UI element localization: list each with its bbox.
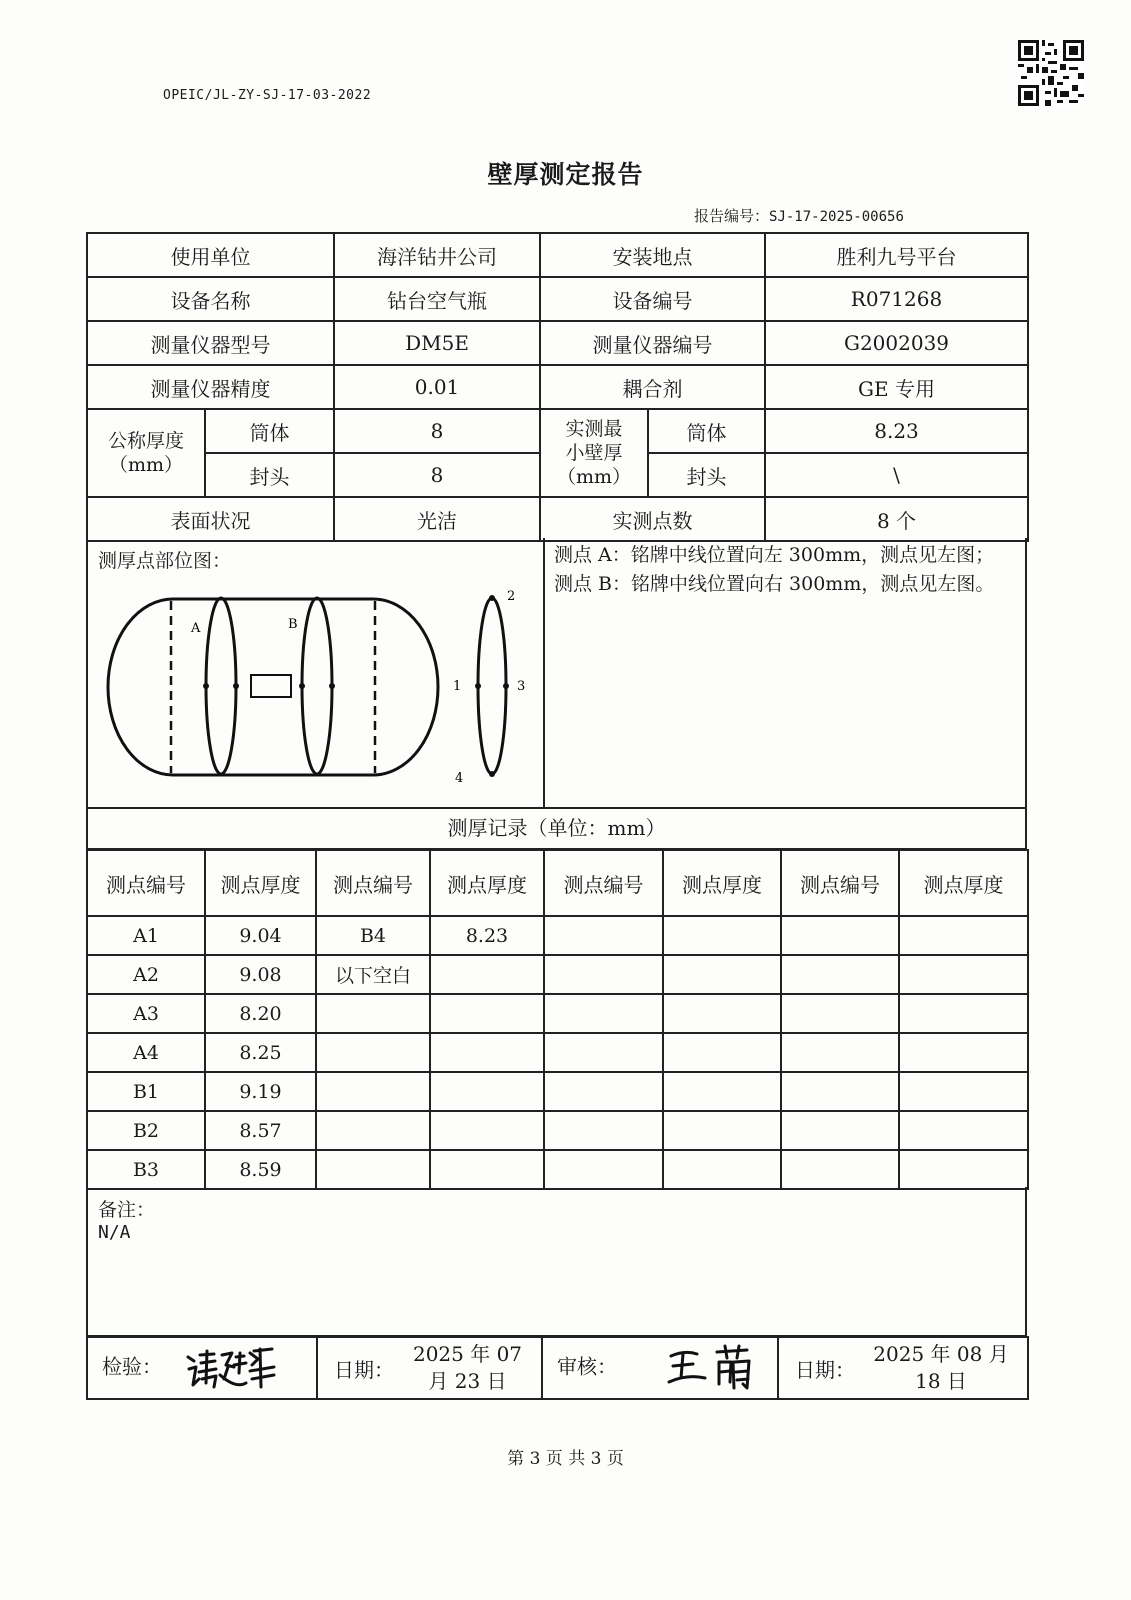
location-note-b: 测点 B：铭牌中线位置向右 300mm，测点见左图。: [554, 573, 995, 595]
table-cell: 8.20: [205, 994, 316, 1033]
min-shell-label: 筒体: [648, 409, 765, 453]
point-label-2: 2: [507, 589, 516, 604]
nominal-unit-text: （mm）: [108, 454, 184, 476]
location-diagram-label: 测厚点部位图：: [98, 550, 232, 572]
inspect-date-cell: [317, 1337, 542, 1399]
table-row: [87, 365, 1028, 409]
nominal-thickness-label: [87, 409, 205, 497]
record-header-cell: 测点厚度: [663, 850, 781, 916]
couplant-label: 耦合剂: [540, 365, 765, 409]
min-head-label: 封头: [648, 453, 765, 497]
signature-table: [86, 1336, 1029, 1400]
table-cell: B1: [87, 1072, 205, 1111]
table-cell: 9.19: [205, 1072, 316, 1111]
min-shell-value: 8.23: [765, 409, 1028, 453]
table-cell: 8.25: [205, 1033, 316, 1072]
table-cell: [781, 1033, 899, 1072]
record-header-cell: 测点编号: [781, 850, 899, 916]
nominal-label-text: 公称厚度: [107, 430, 184, 452]
remarks-label: 备注：: [98, 1199, 156, 1221]
table-cell: [544, 955, 663, 994]
measurement-location-section: [86, 538, 1027, 809]
table-cell: 8.59: [205, 1150, 316, 1189]
nominal-head-label: 封头: [205, 453, 334, 497]
section-point-left: [475, 683, 481, 689]
table-cell: A4: [87, 1033, 205, 1072]
equipment-name-label: 设备名称: [87, 277, 334, 321]
user-unit-value: 海洋钻井公司: [334, 233, 540, 277]
review-date-line-1: 2025 年 08 月: [873, 1342, 1009, 1366]
remarks-section: [86, 1187, 1027, 1337]
record-header-cell: 测点厚度: [205, 850, 316, 916]
record-header-cell: 测点厚度: [899, 850, 1028, 916]
table-cell: [781, 1111, 899, 1150]
table-cell: [899, 916, 1028, 955]
table-cell: [430, 1072, 544, 1111]
table-cell: [544, 1111, 663, 1150]
instrument-no-value: G2002039: [765, 321, 1028, 365]
table-cell: [899, 1072, 1028, 1111]
ring-a-point-left: [203, 683, 209, 689]
inspector-signature: [184, 1345, 279, 1391]
section-point-bottom: [489, 771, 495, 777]
table-row: [87, 233, 1028, 277]
table-cell: [663, 994, 781, 1033]
table-cell: 9.08: [205, 955, 316, 994]
table-cell: [899, 955, 1028, 994]
table-cell: A1: [87, 916, 205, 955]
inspect-date-label: 日期：: [334, 1357, 394, 1382]
report-title: 壁厚测定报告: [487, 160, 644, 189]
table-row: [87, 1150, 1028, 1189]
table-cell: [316, 1150, 430, 1189]
table-cell: B2: [87, 1111, 205, 1150]
table-cell: [316, 1111, 430, 1150]
table-row: [87, 321, 1028, 365]
table-row: [87, 916, 1028, 955]
inspect-date-line-2: 月 23 日: [428, 1369, 507, 1393]
table-cell: [544, 1072, 663, 1111]
review-date-label: 日期：: [795, 1357, 855, 1382]
table-cell: [663, 916, 781, 955]
instrument-model-value: DM5E: [334, 321, 540, 365]
point-label-1: 1: [453, 679, 462, 694]
report-number-label: 报告编号：: [694, 207, 770, 225]
couplant-value: GE 专用: [765, 365, 1028, 409]
instrument-no-label: 测量仪器编号: [540, 321, 765, 365]
table-cell: A2: [87, 955, 205, 994]
qr-code-icon: [1018, 40, 1084, 106]
section-point-right: [503, 683, 509, 689]
nominal-shell-label: 筒体: [205, 409, 334, 453]
table-row: [87, 955, 1028, 994]
table-cell: [663, 1072, 781, 1111]
label-b: B: [288, 617, 298, 632]
table-cell: [544, 916, 663, 955]
table-cell: [781, 916, 899, 955]
table-cell: [430, 1033, 544, 1072]
points-label: 实测点数: [540, 497, 765, 541]
equipment-no-label: 设备编号: [540, 277, 765, 321]
record-header-cell: 测点编号: [544, 850, 663, 916]
record-header-cell: 测点厚度: [430, 850, 544, 916]
record-title: 测厚记录（单位：mm）: [86, 808, 1027, 850]
min-thickness-label: [540, 409, 648, 497]
equipment-name-value: 钻台空气瓶: [334, 277, 540, 321]
table-row: [87, 1111, 1028, 1150]
ring-a: [206, 598, 236, 774]
nominal-head-value: 8: [334, 453, 540, 497]
location-note-a: 测点 A：铭牌中线位置向左 300mm，测点见左图；: [554, 544, 995, 566]
review-date-cell: [778, 1337, 1028, 1399]
table-cell: 9.04: [205, 916, 316, 955]
record-header-cell: 测点编号: [87, 850, 205, 916]
min-label-line-2: 小壁厚: [565, 442, 623, 464]
table-cell: [781, 1072, 899, 1111]
table-row: [87, 1337, 1028, 1399]
location-value: 胜利九号平台: [765, 233, 1028, 277]
table-cell: [430, 994, 544, 1033]
reviewer-signature: [667, 1344, 767, 1392]
table-cell: [316, 994, 430, 1033]
table-row: [87, 497, 1028, 541]
surface-value: 光洁: [334, 497, 540, 541]
report-number-value: SJ-17-2025-00656: [769, 209, 904, 225]
equipment-no-value: R071268: [765, 277, 1028, 321]
table-cell: [899, 994, 1028, 1033]
remarks-value: N/A: [98, 1222, 131, 1243]
table-cell: [316, 1072, 430, 1111]
inspector-cell: [87, 1337, 317, 1399]
table-cell: [899, 1150, 1028, 1189]
location-diagram-panel: [88, 538, 545, 807]
section-point-top: [489, 595, 495, 601]
inspect-date-line-1: 2025 年 07: [412, 1342, 523, 1366]
reviewer-label: 审核：: [557, 1354, 617, 1379]
table-cell: [663, 955, 781, 994]
point-label-4: 4: [455, 771, 464, 786]
table-cell: [316, 1033, 430, 1072]
ring-a-point-right: [233, 683, 239, 689]
report-number: [694, 205, 904, 226]
record-header-row: [87, 850, 1028, 916]
table-cell: A3: [87, 994, 205, 1033]
review-date-line-2: 18 日: [915, 1369, 967, 1393]
table-cell: [430, 1150, 544, 1189]
nominal-shell-value: 8: [334, 409, 540, 453]
table-cell: [781, 1150, 899, 1189]
record-body: [87, 916, 1028, 1189]
ring-b: [302, 598, 332, 774]
min-head-value: \: [765, 453, 1028, 497]
table-row: [87, 1072, 1028, 1111]
table-cell: [899, 1033, 1028, 1072]
table-cell: 8.57: [205, 1111, 316, 1150]
table-row: [87, 1033, 1028, 1072]
table-row: [87, 994, 1028, 1033]
min-label-line-1: 实测最: [565, 418, 623, 440]
table-cell: [663, 1150, 781, 1189]
table-cell: B3: [87, 1150, 205, 1189]
table-cell: [430, 955, 544, 994]
point-label-3: 3: [517, 679, 526, 694]
location-note: [554, 541, 994, 599]
vessel-diagram: [103, 586, 533, 786]
instrument-model-label: 测量仪器型号: [87, 321, 334, 365]
user-unit-label: 使用单位: [87, 233, 334, 277]
inspector-label: 检验：: [102, 1354, 162, 1379]
table-cell: [781, 994, 899, 1033]
thickness-record-table: [86, 849, 1029, 1190]
record-header-cell: 测点编号: [316, 850, 430, 916]
table-cell: [899, 1111, 1028, 1150]
min-unit-text: （mm）: [556, 466, 632, 488]
table-row: [87, 277, 1028, 321]
table-cell: [544, 1150, 663, 1189]
table-cell: 8.23: [430, 916, 544, 955]
surface-label: 表面状况: [87, 497, 334, 541]
section-ring: [478, 598, 506, 774]
nameplate: [251, 675, 291, 697]
precision-value: 0.01: [334, 365, 540, 409]
ring-b-point-left: [299, 683, 305, 689]
location-label: 安装地点: [540, 233, 765, 277]
table-cell: [544, 1033, 663, 1072]
reviewer-cell: [542, 1337, 778, 1399]
vessel-outline: [108, 599, 438, 775]
table-cell: [544, 994, 663, 1033]
points-value: 8 个: [765, 497, 1028, 541]
table-row: [87, 409, 1028, 453]
table-cell: [663, 1033, 781, 1072]
page-footer: 第 3 页 共 3 页: [507, 1449, 624, 1469]
document-code: OPEIC/JL-ZY-SJ-17-03-2022: [163, 88, 372, 103]
table-cell: 以下空白: [316, 955, 430, 994]
table-cell: [430, 1111, 544, 1150]
ring-b-point-right: [329, 683, 335, 689]
table-cell: B4: [316, 916, 430, 955]
table-cell: [781, 955, 899, 994]
label-a: A: [191, 621, 201, 636]
equipment-info-table: [86, 232, 1029, 542]
precision-label: 测量仪器精度: [87, 365, 334, 409]
table-cell: [663, 1111, 781, 1150]
